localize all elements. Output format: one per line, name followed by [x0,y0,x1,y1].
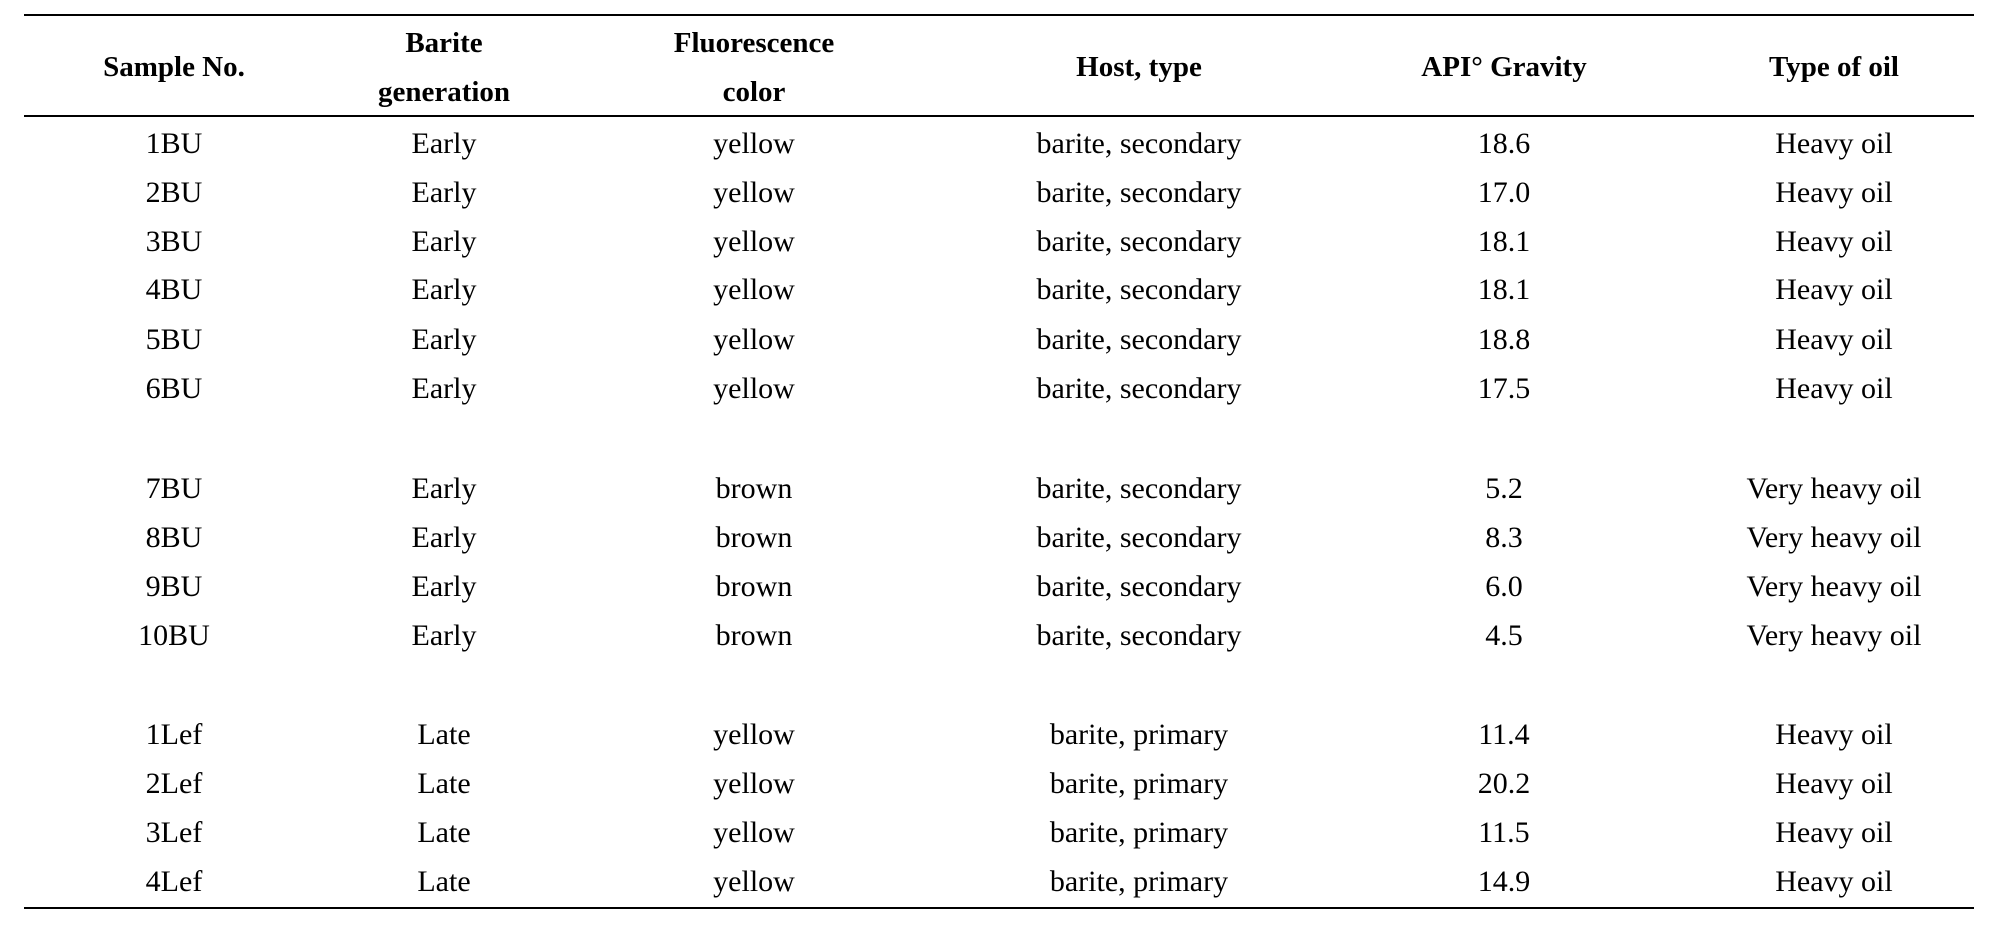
cell-fluorescence-color: brown [715,472,793,505]
cell-host-type: barite, primary [1049,865,1229,898]
cell-barite-generation: Early [411,323,477,356]
table-bottom-rule [24,907,1974,909]
cell-api-gravity: 18.6 [1477,127,1531,160]
cell-barite-generation: Late [417,865,471,898]
table-top-rule [24,14,1974,16]
cell-api-gravity: 17.5 [1477,372,1531,405]
cell-fluorescence-color: yellow [713,767,795,800]
cell-api-gravity: 5.2 [1485,472,1523,505]
cell-fluorescence-color: brown [715,570,793,603]
cell-host-type: barite, secondary [1036,372,1242,405]
header-sample-no: Sample No. [103,51,245,83]
cell-fluorescence-color: brown [715,619,793,652]
cell-type-of-oil: Heavy oil [1775,323,1893,356]
cell-barite-generation: Early [411,225,477,258]
cell-host-type: barite, secondary [1036,273,1242,306]
header-type-of-oil: Type of oil [1769,51,1899,83]
cell-sample-no: 4Lef [145,865,203,898]
cell-barite-generation: Late [417,718,471,751]
cell-fluorescence-color: yellow [713,372,795,405]
cell-type-of-oil: Heavy oil [1775,127,1893,160]
cell-barite-generation: Late [417,816,471,849]
cell-fluorescence-color: yellow [713,273,795,306]
cell-host-type: barite, secondary [1036,225,1242,258]
cell-fluorescence-color: yellow [713,127,795,160]
cell-sample-no: 8BU [145,521,203,554]
header-host-type: Host, type [1076,51,1202,83]
cell-host-type: barite, primary [1049,718,1229,751]
cell-type-of-oil: Heavy oil [1775,176,1893,209]
table-header-rule [24,115,1974,117]
header-barite-generation: Barite generation [377,26,511,108]
cell-barite-generation: Early [411,619,477,652]
cell-api-gravity: 18.1 [1477,273,1531,306]
cell-fluorescence-color: brown [715,521,793,554]
cell-barite-generation: Late [417,767,471,800]
cell-host-type: barite, secondary [1036,176,1242,209]
cell-host-type: barite, secondary [1036,570,1242,603]
cell-sample-no: 3BU [145,225,203,258]
cell-sample-no: 9BU [145,570,203,603]
cell-host-type: barite, secondary [1036,619,1242,652]
cell-host-type: barite, secondary [1036,521,1242,554]
cell-barite-generation: Early [411,127,477,160]
cell-sample-no: 2BU [145,176,203,209]
cell-host-type: barite, secondary [1036,127,1242,160]
cell-type-of-oil: Heavy oil [1775,225,1893,258]
cell-barite-generation: Early [411,472,477,505]
cell-api-gravity: 20.2 [1477,767,1531,800]
cell-sample-no: 5BU [145,323,203,356]
cell-host-type: barite, primary [1049,767,1229,800]
cell-sample-no: 7BU [145,472,203,505]
cell-sample-no: 1BU [145,127,203,160]
cell-type-of-oil: Heavy oil [1775,865,1893,898]
cell-fluorescence-color: yellow [713,865,795,898]
header-api-gravity: API° Gravity [1421,51,1587,83]
cell-host-type: barite, secondary [1036,472,1242,505]
cell-api-gravity: 11.5 [1478,816,1530,849]
cell-barite-generation: Early [411,521,477,554]
cell-host-type: barite, primary [1049,816,1229,849]
cell-barite-generation: Early [411,273,477,306]
cell-api-gravity: 6.0 [1485,570,1523,603]
cell-type-of-oil: Heavy oil [1775,372,1893,405]
cell-fluorescence-color: yellow [713,323,795,356]
cell-fluorescence-color: yellow [713,718,795,751]
cell-api-gravity: 17.0 [1477,176,1531,209]
cell-type-of-oil: Heavy oil [1775,767,1893,800]
cell-api-gravity: 8.3 [1485,521,1523,554]
cell-sample-no: 10BU [138,619,210,652]
cell-fluorescence-color: yellow [713,225,795,258]
cell-barite-generation: Early [411,176,477,209]
cell-api-gravity: 18.8 [1477,323,1531,356]
cell-api-gravity: 4.5 [1485,619,1523,652]
cell-sample-no: 4BU [145,273,203,306]
cell-sample-no: 6BU [145,372,203,405]
cell-sample-no: 2Lef [145,767,203,800]
cell-sample-no: 1Lef [145,718,203,751]
cell-type-of-oil: Very heavy oil [1746,619,1922,652]
cell-barite-generation: Early [411,570,477,603]
cell-type-of-oil: Very heavy oil [1746,521,1922,554]
cell-type-of-oil: Heavy oil [1775,816,1893,849]
cell-api-gravity: 18.1 [1477,225,1531,258]
cell-type-of-oil: Heavy oil [1775,718,1893,751]
header-fluorescence-color: Fluorescence color [673,26,835,108]
cell-type-of-oil: Heavy oil [1775,273,1893,306]
cell-api-gravity: 14.9 [1477,865,1531,898]
cell-host-type: barite, secondary [1036,323,1242,356]
cell-fluorescence-color: yellow [713,816,795,849]
cell-sample-no: 3Lef [145,816,203,849]
cell-barite-generation: Early [411,372,477,405]
cell-fluorescence-color: yellow [713,176,795,209]
cell-type-of-oil: Very heavy oil [1746,472,1922,505]
cell-type-of-oil: Very heavy oil [1746,570,1922,603]
cell-api-gravity: 11.4 [1478,718,1530,751]
